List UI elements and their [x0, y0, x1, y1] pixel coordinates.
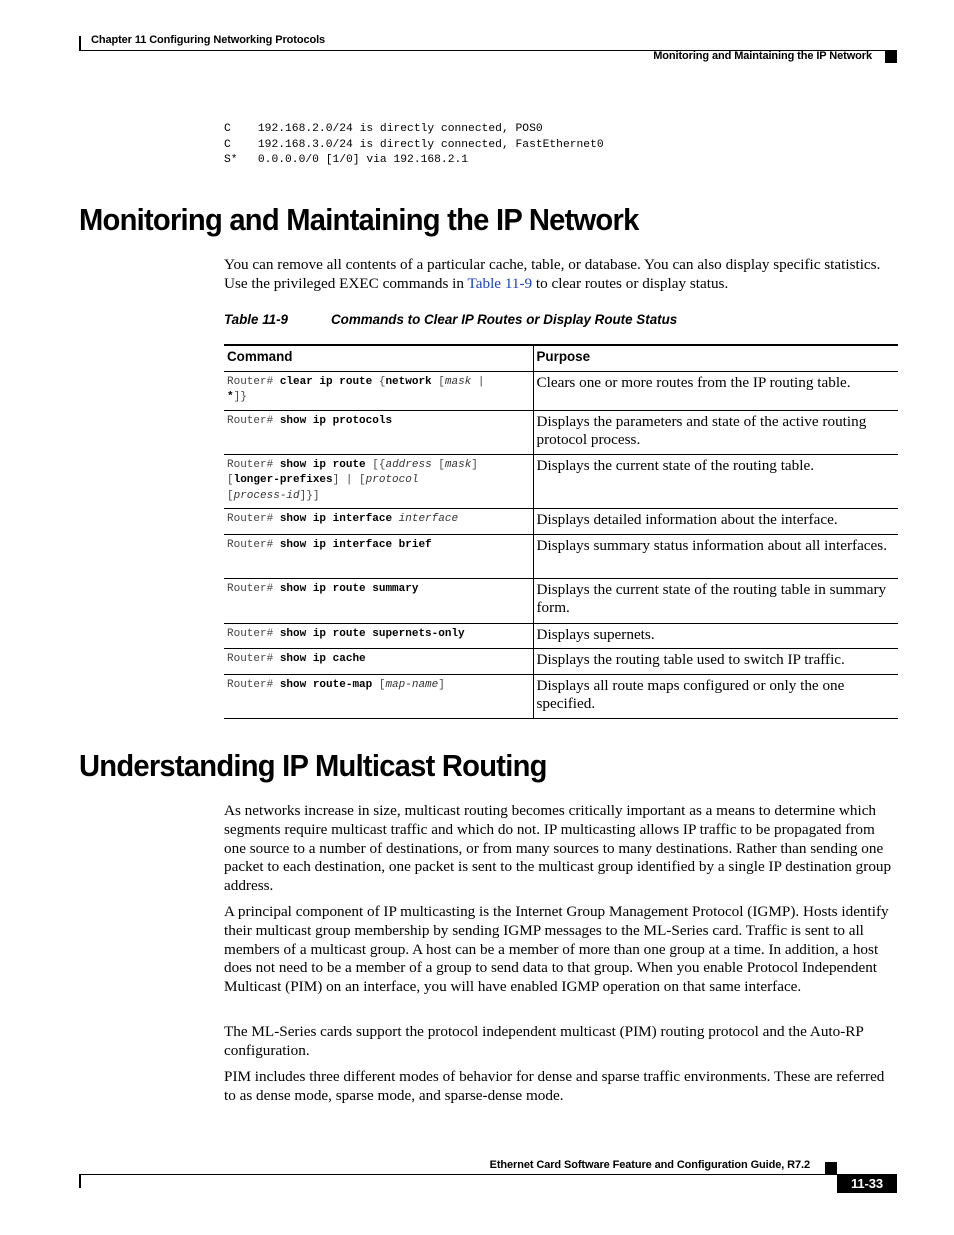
table-row	[224, 578, 898, 623]
footer-rule	[79, 1174, 897, 1175]
command-keyword: show ip interface	[279, 512, 393, 525]
command-cell	[224, 578, 533, 623]
router-prompt: Router#	[227, 414, 274, 427]
command-argument: mask	[444, 375, 472, 388]
header-black-tab	[885, 51, 897, 63]
table-11-9-link[interactable]: Table 11-9	[467, 274, 533, 292]
command-cell	[224, 648, 533, 674]
chapter-title: Chapter 11 Configuring Networking Protocols	[91, 34, 326, 46]
router-prompt: Router#	[227, 678, 274, 691]
footer-black-tab	[825, 1162, 837, 1174]
router-prompt: Router#	[227, 538, 274, 551]
multicast-paragraph-1: As networks increase in size, multicast routing becomes critically important as a means to determine which segments require multicast traffic and which do not. IP multicasting allows IP traffic to be propagated from one source to a number of destinations, or from many sources to many destinations. Rather than sending one packet to each destination, one packet is sent to the multicast group identified by a single IP destination group address.	[224, 802, 892, 895]
command-keyword: show ip route	[279, 458, 366, 471]
command-keyword: show ip route supernets-only	[279, 627, 465, 640]
command-keyword: show route-map	[279, 678, 373, 691]
intro-text-after: to clear routes or display status.	[532, 274, 729, 292]
purpose-cell: Displays detailed information about the interface.	[536, 510, 838, 528]
purpose-cell: Displays the current state of the routing table in summary form.	[536, 580, 887, 617]
purpose-cell: Displays the routing table used to switch IP traffic.	[536, 650, 845, 668]
code-line-1: C 192.168.2.0/24 is directly connected, POS0	[224, 123, 543, 135]
command-cell	[224, 623, 533, 648]
column-header-purpose: Purpose	[536, 349, 591, 364]
command-cell: Router# show route-map [map-name]	[224, 674, 533, 718]
table-caption-number: Table 11-9	[224, 312, 289, 327]
command-keyword: show ip route summary	[279, 582, 419, 595]
multicast-paragraph-2: A principal component of IP multicasting is the Internet Group Management Protocol (IGMP). Hosts identify their multicast group membership by sending IGMP messages to the ML-Series card. Traffic is sent to all members of a multicast group. A host can be a member of more than one group at a time. In addition, a host does not need to be a member of a group to send data to that group. When you enable Protocol Independent Multicast (PIM) on an interface, you will have enabled IGMP operation on that same interface.	[224, 903, 889, 996]
code-line-3: S* 0.0.0.0/0 [1/0] via 192.168.2.1	[224, 154, 469, 166]
table-row	[224, 623, 898, 648]
command-cell	[224, 534, 533, 578]
table-row	[224, 371, 898, 410]
router-prompt: Router#	[227, 582, 274, 595]
header-left-rule	[79, 36, 81, 50]
command-argument: map-name	[385, 678, 439, 691]
router-prompt: Router#	[227, 375, 274, 388]
command-argument: mask	[444, 458, 472, 471]
command-keyword: show ip interface brief	[279, 538, 432, 551]
table-caption	[224, 312, 678, 327]
table-row	[224, 454, 898, 508]
table-row	[224, 674, 898, 718]
purpose-cell: Displays summary status information about all interfaces.	[536, 536, 887, 554]
commands-table	[224, 344, 898, 719]
code-line-2: C 192.168.3.0/24 is directly connected, FastEthernet0	[224, 139, 604, 151]
router-prompt: Router#	[227, 512, 274, 525]
command-keyword: longer-prefixes	[233, 474, 333, 487]
intro-paragraph	[224, 256, 896, 294]
command-argument: process-id	[233, 490, 300, 503]
command-argument: protocol	[365, 474, 419, 487]
router-prompt: Router#	[227, 458, 274, 471]
command-keyword: network	[385, 375, 432, 388]
command-cell	[224, 508, 533, 534]
command-argument: address	[385, 458, 432, 471]
multicast-paragraph-4: PIM includes three different modes of behavior for dense and sparse traffic environments. These are referred to as dense mode, sparse mode, and sparse-dense mode.	[224, 1068, 885, 1104]
command-keyword: show ip cache	[279, 652, 366, 665]
footer-guide-title: Ethernet Card Software Feature and Configuration Guide, R7.2	[489, 1159, 810, 1171]
router-prompt: Router#	[227, 627, 274, 640]
router-prompt: Router#	[227, 652, 274, 665]
command-keyword: *	[227, 391, 234, 404]
purpose-cell: Displays the parameters and state of the active routing protocol process.	[536, 412, 867, 449]
command-argument: interface	[398, 512, 459, 525]
multicast-paragraph-3: The ML-Series cards support the protocol independent multicast (PIM) routing protocol and the Auto-RP configuration.	[224, 1023, 864, 1059]
table-header-row	[224, 345, 898, 371]
purpose-cell: Displays all route maps configured or only the one specified.	[536, 676, 845, 713]
section-header-title: Monitoring and Maintaining the IP Network	[653, 50, 872, 62]
command-cell: Router# show ip route [{address [mask] [longer-prefixes] | [protocol [process-id]}]	[224, 454, 533, 508]
command-cell	[224, 410, 533, 454]
purpose-cell: Displays supernets.	[536, 625, 655, 643]
intro-text-before: You can remove all contents of a particular cache, table, or database. You can also display specific statistics. Use the privileged EXEC commands in	[224, 256, 881, 292]
page-number: 11-33	[837, 1175, 897, 1193]
table-row	[224, 648, 898, 674]
section-heading-monitoring: Monitoring and Maintaining the IP Network	[79, 202, 639, 237]
command-keyword: clear ip route	[279, 375, 373, 388]
table-caption-title: Commands to Clear IP Routes or Display Route Status	[331, 312, 678, 327]
purpose-cell: Clears one or more routes from the IP routing table.	[536, 373, 851, 391]
table-row	[224, 534, 898, 578]
table-row	[224, 508, 898, 534]
purpose-cell: Displays the current state of the routing table.	[536, 456, 815, 474]
command-cell: Router# clear ip route {network [mask | *]}	[224, 371, 533, 410]
command-keyword: show ip protocols	[279, 414, 393, 427]
section-heading-multicast: Understanding IP Multicast Routing	[79, 748, 547, 783]
table-row	[224, 410, 898, 454]
column-header-command: Command	[224, 345, 533, 371]
footer-left-rule	[79, 1174, 81, 1188]
